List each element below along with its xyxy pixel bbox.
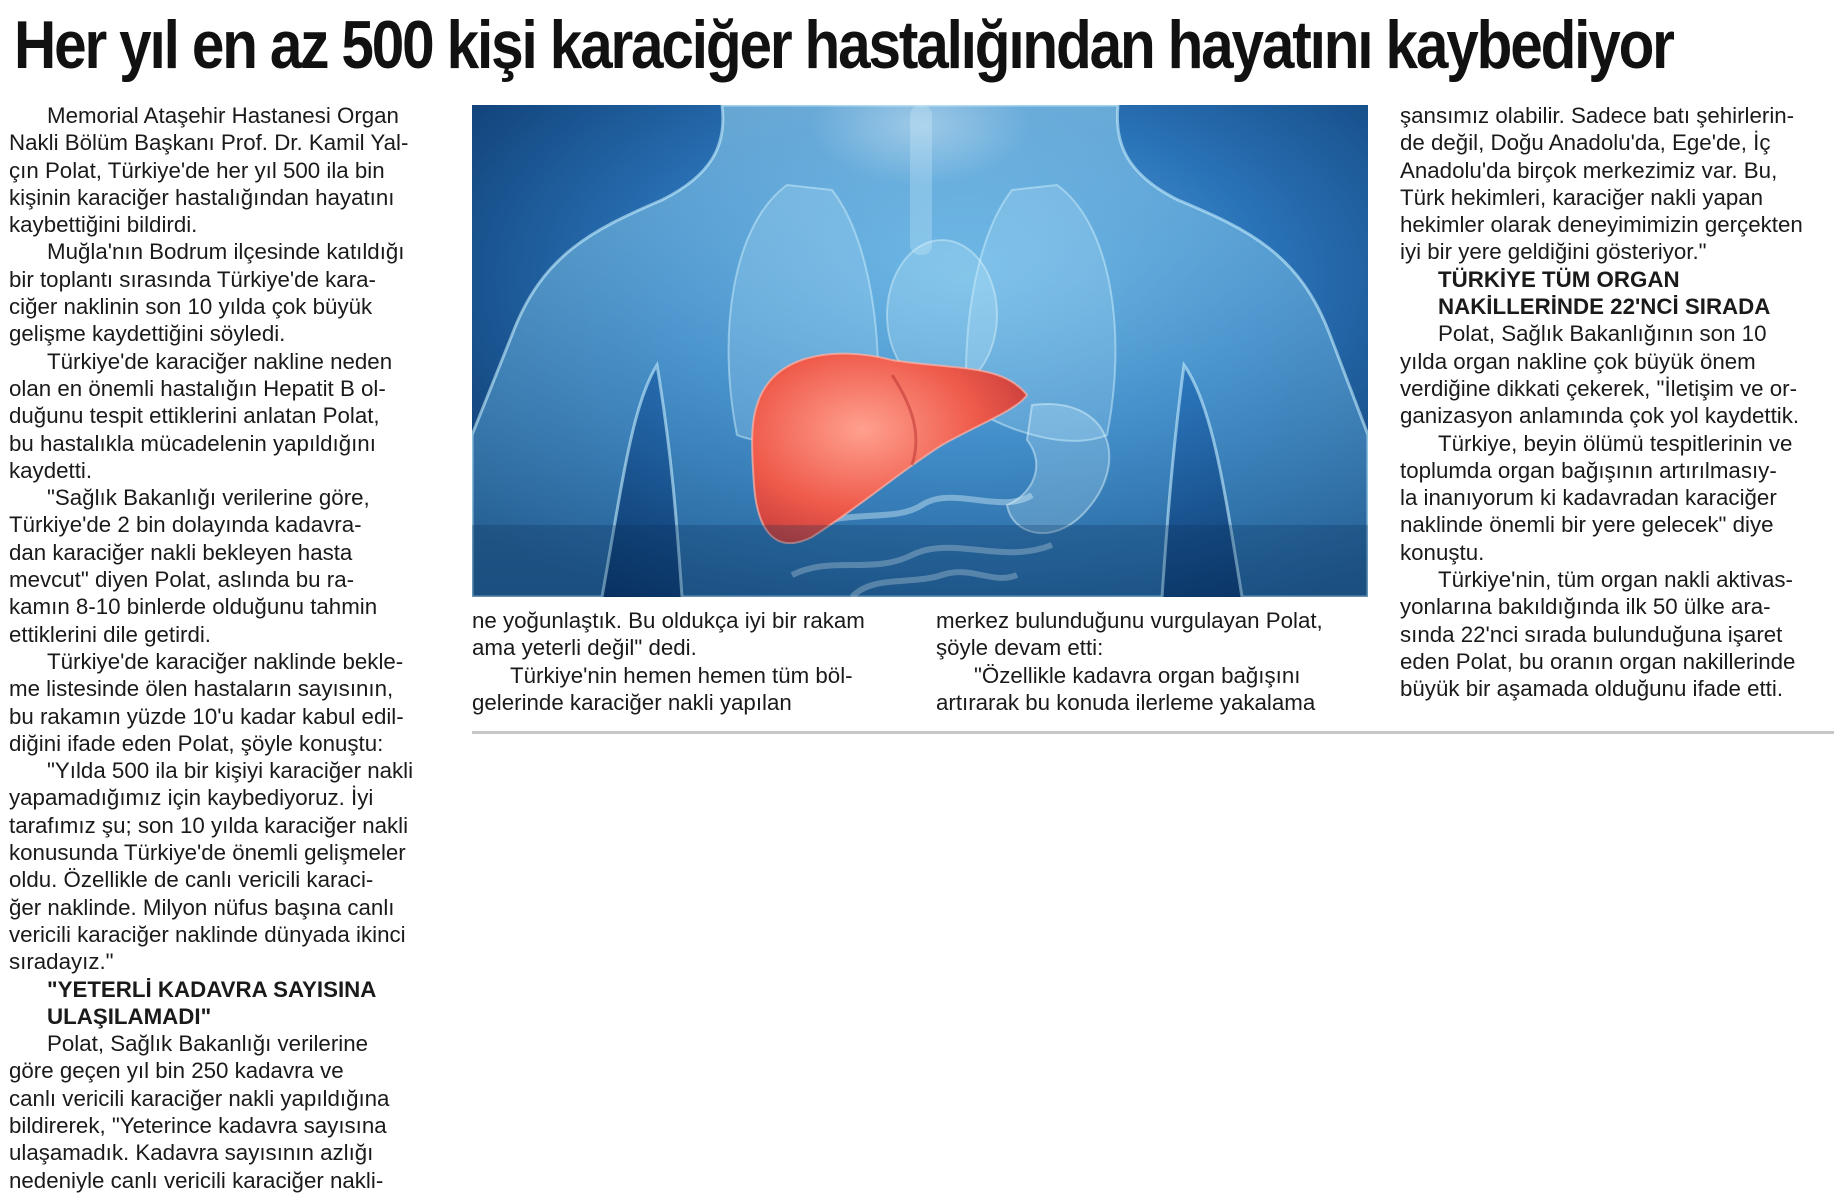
text-line: ulaşamadık. Kadavra sayısının azlığı [9, 1140, 374, 1166]
text-line: "Sağlık Bakanlığı verilerine göre, [47, 485, 370, 511]
text-line: "Özellikle kadavra organ bağışını [974, 662, 1301, 688]
text-line: konuştu. [1400, 539, 1485, 565]
text-line: diğini ifade eden Polat, şöyle konuştu: [9, 730, 384, 756]
text-line: tarafımız şu; son 10 yılda karaciğer nakli [9, 812, 409, 838]
text-line: bu rakamın yüzde 10'u kadar kabul edil- [9, 703, 404, 729]
text-line: iyi bir yere geldiğini gösteriyor." [1400, 239, 1707, 265]
text-line: Türk hekimleri, karaciğer nakli yapan [1400, 184, 1764, 210]
text-line: ama yeterli değil" dedi. [472, 635, 697, 661]
text-line: kaydetti. [9, 457, 93, 483]
text-line: Türkiye'de 2 bin dolayında kadavra- [9, 512, 362, 538]
text-line: yapamadığımız için kaybediyoruz. İyi [9, 785, 374, 811]
text-line: olan en önemli hastalığın Hepatit B ol- [9, 375, 386, 401]
text-line: vericili karaciğer naklinde dünyada ikinci [9, 921, 406, 947]
article-column-1 [9, 102, 449, 1194]
text-line: de değil, Doğu Anadolu'da, Ege'de, İç [1400, 130, 1771, 156]
text-line: dan karaciğer nakli bekleyen hasta [9, 539, 353, 565]
text-line: Türkiye, beyin ölümü tespitlerinin ve [1438, 430, 1793, 456]
text-line: sında 22'nci sırada bulunduğuna işaret [1400, 621, 1783, 647]
text-line: şöyle devam etti: [936, 635, 1104, 661]
headline: Her yıl en az 500 kişi karaciğer hastalığından hayatını kaybediyor [14, 7, 1673, 83]
text-line: Anadolu'da birçok merkezimiz var. Bu, [1400, 157, 1778, 183]
text-line: merkez bulunduğunu vurgulayan Polat, [936, 608, 1323, 633]
subheading: TÜRKİYE TÜM ORGAN [1438, 266, 1680, 292]
text-line: duğunu tespit ettiklerini anlatan Polat, [9, 403, 380, 429]
text-line: mevcut" diyen Polat, aslında bu ra- [9, 567, 355, 593]
text-line: konusunda Türkiye'de önemli gelişmeler [9, 840, 406, 866]
text-line: me listesinde ölen hastaların sayısının, [9, 676, 394, 702]
text-line: oldu. Özellikle de canlı vericili karaci- [9, 867, 374, 893]
text-line: ganizasyon anlamında çok yol kaydettik. [1400, 403, 1800, 429]
text-line: ettiklerini dile getirdi. [9, 621, 212, 647]
article-column-4 [1400, 102, 1832, 703]
text-line: sıradayız." [9, 949, 114, 975]
subheading: "YETERLİ KADAVRA SAYISINA [47, 976, 377, 1002]
text-line: verdiğine dikkati çekerek, "İletişim ve or- [1400, 375, 1798, 401]
column-divider [472, 731, 1834, 734]
text-line: hekimler olarak deneyimimizin gerçekten [1400, 212, 1803, 238]
article-column-3 [936, 607, 1376, 716]
text-line: yonlarına bakıldığında ilk 50 ülke ara- [1400, 594, 1771, 620]
text-line: bildirerek, "Yeterince kadavra sayısına [9, 1112, 387, 1138]
text-line: Muğla'nın Bodrum ilçesinde katıldığı [47, 239, 405, 265]
text-line: Türkiye'nin, tüm organ nakli aktivas- [1438, 567, 1793, 593]
text-line: bu hastalıkla mücadelenin yapıldığını [9, 430, 376, 456]
text-line: la inanıyorum ki kadavradan karaciğer [1400, 485, 1777, 511]
text-line: göre geçen yıl bin 250 kadavra ve [9, 1058, 344, 1084]
article-column-2 [472, 607, 922, 716]
text-line: eden Polat, bu oranın organ nakillerinde [1400, 648, 1796, 674]
text-line: yılda organ nakline çok büyük önem [1400, 348, 1756, 374]
text-line: Polat, Sağlık Bakanlığının son 10 [1438, 321, 1767, 347]
text-line: canlı vericili karaciğer nakli yapıldığına [9, 1085, 390, 1111]
text-line: Türkiye'nin hemen hemen tüm böl- [510, 662, 853, 688]
text-line: toplumda organ bağışının artırılmasıy- [1400, 457, 1777, 483]
text-line: Polat, Sağlık Bakanlığı verilerine [47, 1031, 368, 1057]
text-line: şansımız olabilir. Sadece batı şehirlerin- [1400, 103, 1795, 128]
subheading: ULAŞILAMADI" [47, 1003, 212, 1029]
text-line: ne yoğunlaştık. Bu oldukça iyi bir rakam [472, 608, 865, 633]
liver-anatomy-illustration [472, 105, 1368, 597]
text-line: kişinin karaciğer hastalığından hayatını [9, 184, 395, 210]
text-line: çın Polat, Türkiye'de her yıl 500 ila bin [9, 157, 385, 183]
text-line: naklinde önemli bir yere gelecek" diye [1400, 512, 1774, 538]
text-line: Türkiye'de karaciğer naklinde bekle- [47, 648, 404, 674]
text-line: Memorial Ataşehir Hastanesi Organ [47, 103, 399, 128]
text-line: gelişme kaydettiğini söyledi. [9, 321, 286, 347]
text-line: nedeniyle canlı vericili karaciğer nakli- [9, 1167, 384, 1193]
subheading: NAKİLLERİNDE 22'NCİ SIRADA [1438, 294, 1771, 320]
text-line: "Yılda 500 ila bir kişiyi karaciğer nakli [47, 758, 414, 784]
text-line: büyük bir aşamada olduğunu ifade etti. [1400, 676, 1784, 702]
text-line: Türkiye'de karaciğer nakline neden [47, 348, 393, 374]
text-line: artırarak bu konuda ilerleme yakalama [936, 689, 1316, 715]
text-line: Nakli Bölüm Başkanı Prof. Dr. Kamil Yal- [9, 130, 409, 156]
text-line: ciğer naklinin son 10 yılda çok büyük [9, 294, 373, 320]
text-line: bir toplantı sırasında Türkiye'de kara- [9, 266, 376, 292]
text-line: ğer naklinde. Milyon nüfus başına canlı [9, 894, 395, 920]
text-line: kaybettiğini bildirdi. [9, 212, 198, 238]
text-line: kamın 8-10 binlerde olduğunu tahmin [9, 594, 378, 620]
text-line: gelerinde karaciğer nakli yapılan [472, 689, 792, 715]
